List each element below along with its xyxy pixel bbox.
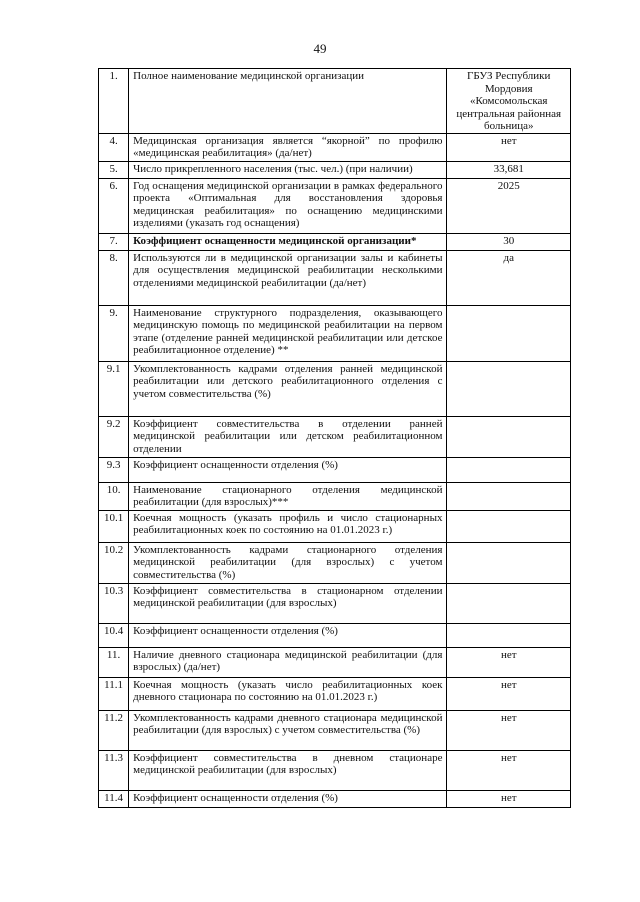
row-number: 6. [99,178,129,233]
page-number: 49 [313,41,327,56]
row-description: Коэффициент совместительства в дневном стационаре медицинской реабилитации (для взрослых) [129,750,447,790]
table-row [99,647,571,677]
row-number: 9.3 [99,457,129,482]
table-row [99,623,571,647]
row-description: Медицинская организация является “якорной” по профилю «медицинская реабилитация» (да/нет) [129,133,447,161]
row-value: 2025 [447,178,571,233]
row-description: Наличие дневного стационара медицинской реабилитации (для взрослых) (да/нет) [129,647,447,677]
row-value: 30 [447,233,571,250]
row-number: 9.2 [99,416,129,457]
row-value [447,361,571,416]
row-number: 11.4 [99,790,129,807]
table-row [99,161,571,178]
table-row [99,677,571,710]
row-number: 10.2 [99,542,129,583]
row-description: Укомплектованность кадрами дневного стационара медицинской реабилитации (для взрослых) с учетом совместительства (%) [129,710,447,750]
row-number: 11. [99,647,129,677]
row-description: Коэффициент совместительства в стационарном отделении медицинской реабилитации (для взрослых) [129,583,447,623]
table-row [99,790,571,807]
row-description: Укомплектованность кадрами стационарного отделения медицинской реабилитации (для взрослых) с учетом совместительства (%) [129,542,447,583]
row-value: нет [447,790,571,807]
table-row [99,710,571,750]
row-value [447,623,571,647]
row-description: Коэффициент оснащенности отделения (%) [129,623,447,647]
row-number: 5. [99,161,129,178]
row-number: 11.3 [99,750,129,790]
row-number: 9. [99,305,129,361]
table-row [99,457,571,482]
row-description: Полное наименование медицинской организации [129,69,447,134]
row-value: ГБУЗ Республики Мордовия «Комсомольская центральная районная больница» [447,69,571,134]
row-description: Число прикрепленного населения (тыс. чел.) (при наличии) [129,161,447,178]
row-number: 9.1 [99,361,129,416]
row-value [447,416,571,457]
table-row [99,482,571,510]
row-number: 7. [99,233,129,250]
row-value [447,510,571,542]
row-description: Наименование стационарного отделения медицинской реабилитации (для взрослых)*** [129,482,447,510]
table-row [99,133,571,161]
row-value: нет [447,750,571,790]
table-row [99,250,571,305]
row-description: Коэффициент совместительства в отделении ранней медицинской реабилитации или детском реабилитационном отделении [129,416,447,457]
row-number: 8. [99,250,129,305]
row-number: 4. [99,133,129,161]
row-description: Коэффициент оснащенности медицинской организации* [129,233,447,250]
table-row [99,69,571,134]
row-value: да [447,250,571,305]
row-value: нет [447,677,571,710]
row-description: Коэффициент оснащенности отделения (%) [129,457,447,482]
row-value [447,482,571,510]
row-value: нет [447,710,571,750]
table-row [99,178,571,233]
row-value [447,305,571,361]
table-row [99,510,571,542]
row-value [447,542,571,583]
row-number: 11.2 [99,710,129,750]
table-row [99,233,571,250]
row-description: Укомплектованность кадрами отделения ранней медицинской реабилитации или детского реабилитационного отделения с учетом совместительства (%) [129,361,447,416]
row-value: нет [447,133,571,161]
row-description: Наименование структурного подразделения, оказывающего медицинскую помощь по медицинской реабилитации на первом этапе (отделение ранней медицинской реабилитации или детское реабилитационное отделение) ** [129,305,447,361]
row-number: 10.3 [99,583,129,623]
row-value [447,457,571,482]
row-number: 10.1 [99,510,129,542]
row-number: 10.4 [99,623,129,647]
table-row [99,416,571,457]
table-row [99,305,571,361]
row-description: Коечная мощность (указать число реабилитационных коек дневного стационара по состоянию на 01.01.2023 г.) [129,677,447,710]
row-value [447,583,571,623]
row-value: нет [447,647,571,677]
row-description: Год оснащения медицинской организации в рамках федерального проекта «Оптимальная для восстановления здоровья медицинская реабилитация» по оснащению медицинскими изделиями (указать год оснащения) [129,178,447,233]
row-description: Коечная мощность (указать профиль и число стационарных реабилитационных коек по состоянию на 01.01.2023 г.) [129,510,447,542]
row-number: 1. [99,69,129,134]
table-row [99,750,571,790]
row-number: 11.1 [99,677,129,710]
row-description: Используются ли в медицинской организации залы и кабинеты для осуществления медицинской реабилитации несколькими отделениями медицинской реабилитации (да/нет) [129,250,447,305]
questionnaire-table [98,68,571,808]
table-row [99,542,571,583]
table-row [99,361,571,416]
row-value: 33,681 [447,161,571,178]
table-row [99,583,571,623]
row-number: 10. [99,482,129,510]
row-description: Коэффициент оснащенности отделения (%) [129,790,447,807]
